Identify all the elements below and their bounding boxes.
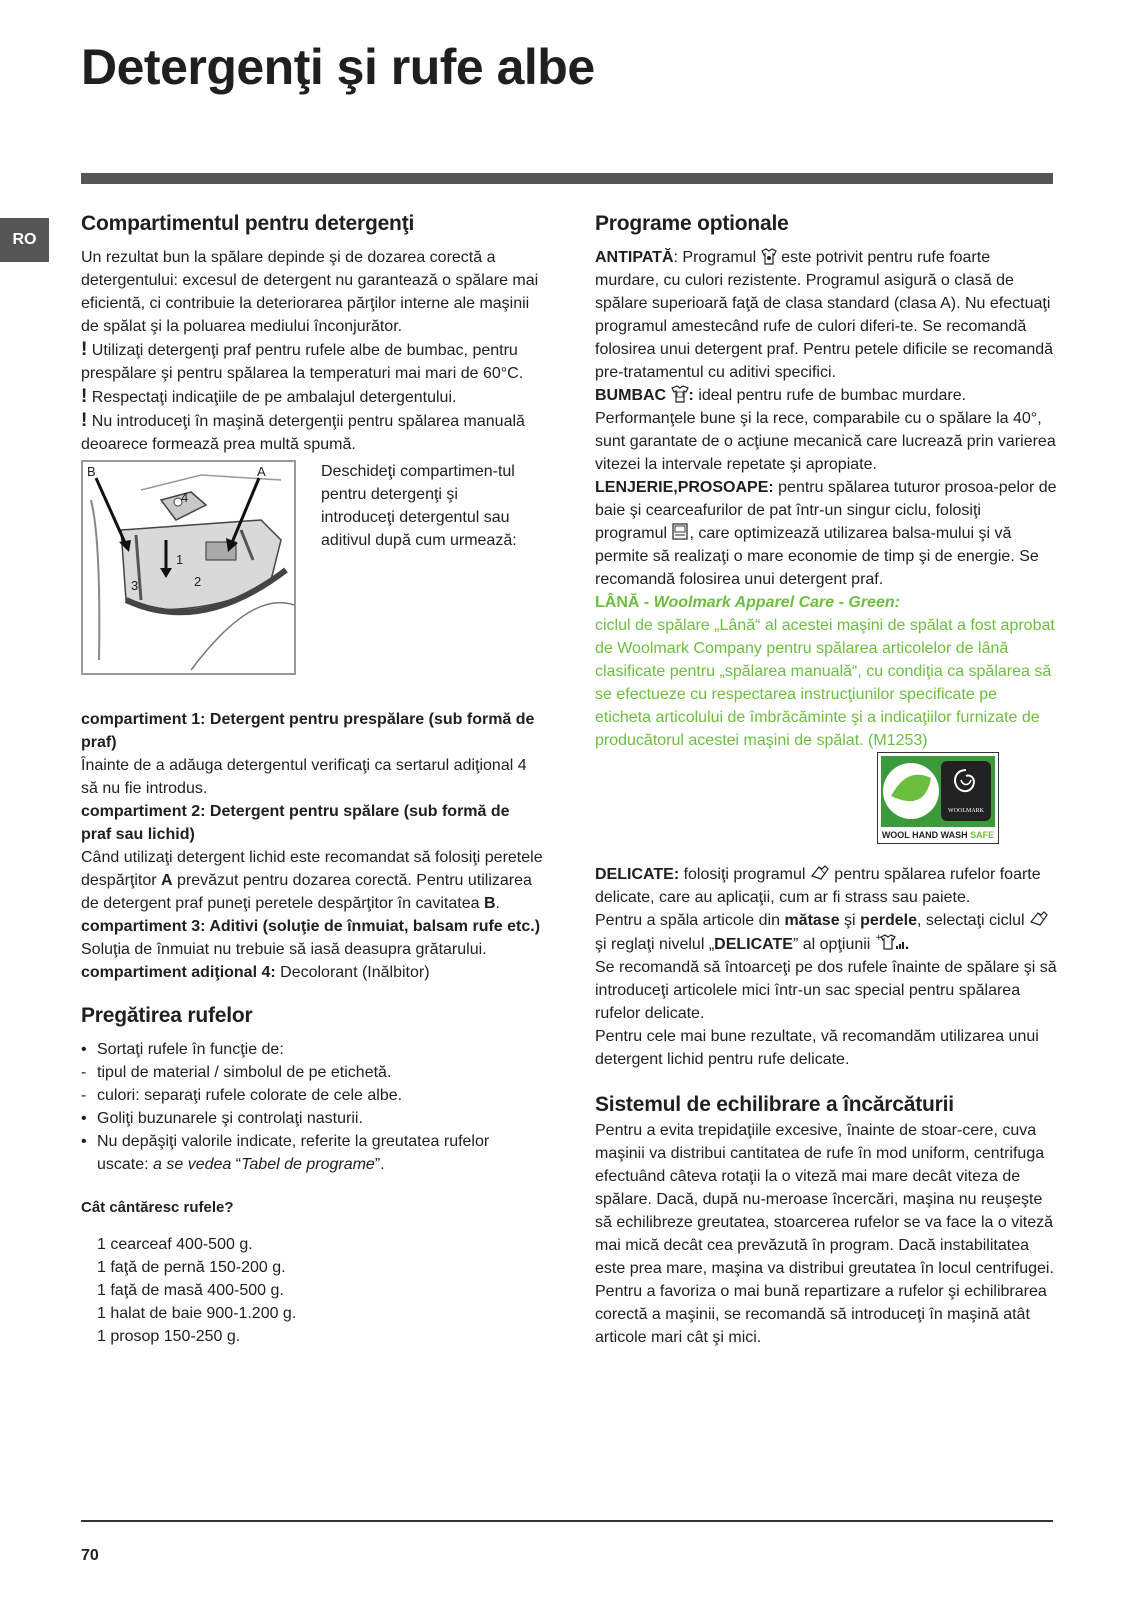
delicate-paragraph — [595, 863, 1057, 909]
curtains-word: perdele — [860, 912, 917, 929]
compartment-1-heading: compartiment 1: Detergent pentru prespălare (sub formă de praf) — [81, 711, 535, 751]
turn-inside-out-paragraph: Se recomandă să întoarceţi pe dos rufele înainte de spălare şi să introduceţi articolele mici într-un sac special pentru spălarea rufelor delicate. — [595, 959, 1057, 1022]
compartment-2-heading: compartiment 2: Detergent pentru spălare (sub formă de praf sau lichid) — [81, 803, 510, 843]
list-item-text: tipul de material / simbolul de pe etichetă. — [97, 1064, 392, 1081]
drawer-diagram-block — [81, 460, 543, 678]
woolmark-safe-text: SAFE — [970, 830, 995, 840]
list-item-text: Goliţi buzunarele şi controlaţi nasturii. — [97, 1110, 363, 1127]
lana-body: ciclul de spălare „Lână“ al acestei maşini de spălat a fost aprobat de Woolmark Company pentru spălarea articolelor de lână clasificate pentru „spălarea manuală“, cu condiţia ca spălarea să se efectueze cu respectarea instrucţiunilor specificate pe eticheta articolului de îmbrăcăminte şi a indicaţiilor furnizate de producătorul acestei maşini de spălat. (M1253) — [595, 617, 1055, 749]
compartment-3-heading: compartiment 3: Aditivi (soluţie de înmuiat, balsam rufe etc.) — [81, 918, 541, 935]
diagram-label-b: B — [87, 464, 96, 479]
lenjerie-paragraph — [595, 476, 1057, 591]
diagram-label-a: A — [257, 464, 266, 479]
woolmark-care-title: Woolmark Apparel Care - Green: — [653, 594, 900, 611]
list-item — [81, 1107, 543, 1130]
list-marker: • — [81, 1041, 87, 1058]
section-heading-load-balancing: Sistemul de echilibrare a încărcăturii — [595, 1093, 954, 1116]
diagram-instructions: Deschideţi compartimen-tul pentru detergenţi şi introduceţi detergentul sau aditivul după cum urmează: — [321, 463, 517, 549]
delicate-hand-icon — [810, 864, 830, 882]
delicate-hand-icon — [1029, 910, 1049, 928]
silk-text-5: ” al opţiunii — [792, 936, 875, 953]
warning-1-text: Utilizaţi detergenţi praf pentru rufele albe de bumbac, pentru prespălare şi pentru spălarea la temperaturi mai mari de 60°C. — [81, 342, 524, 382]
left-column — [81, 212, 543, 1348]
section-heading-laundry-prep: Pregătirea rufelor — [81, 1004, 253, 1027]
see-reference: a se vedea — [153, 1156, 232, 1173]
list-item — [81, 1038, 543, 1061]
prep-list — [81, 1038, 543, 1176]
antipata-text-1: : Programul — [673, 249, 761, 266]
warning-2-text: Respectaţi indicaţiile de pe ambalajul detergentului. — [91, 389, 457, 406]
warning-3 — [81, 409, 543, 456]
exclamation-icon: ! — [81, 339, 88, 360]
diagram-label-1: 1 — [176, 552, 184, 567]
diagram-label-3: 3 — [131, 578, 139, 593]
woolmark-label — [882, 830, 994, 840]
warning-3-text: Nu introduceţi în maşină detergenţii pentru spălarea manuală deoarece formează prea multă spumă. — [81, 413, 525, 453]
delicate-label: DELICATE: — [595, 866, 680, 883]
compartment-3-body: Soluţia de înmuiat nu trebuie să iasă deasupra grătarului. — [81, 941, 487, 958]
silk-word: mătase — [784, 912, 840, 929]
detergent-drawer-diagram — [81, 460, 296, 675]
silk-text-3: , selectaţi ciclul — [916, 912, 1030, 929]
compartment-1-body: Înainte de a adăuga detergentul verificaţi ca sertarul adiţional 4 să nu fie introdus. — [81, 757, 527, 797]
intro-paragraph: Un rezultat bun la spălare depinde şi de dozarea corectă a detergentului: excesul de detergent nu garantează o spălare mai eficientă, ci contribuie la deteriorarea părţilor interne ale maşinii de spălat şi la poluarea mediului înconjurător. — [81, 249, 539, 335]
list-marker: • — [81, 1110, 87, 1127]
page-title: Detergenţi şi rufe albe — [81, 39, 595, 95]
list-item — [81, 1130, 543, 1176]
compartment-4-body: Decolorant (Inălbitor) — [275, 964, 430, 981]
weight-item: 1 faţă de masă 400-500 g. — [97, 1282, 284, 1299]
antipata-label: ANTIPATĂ — [595, 249, 674, 266]
bumbac-colon: : — [688, 387, 694, 404]
load-balancing-body: Pentru a evita trepidaţiile excesive, înainte de stoar-cere, cuva maşinii va distribui cantitatea de rufe în mod uniform, centrifuga efectuând câteva rotaţii la o viteză mai mare decât viteza de spălare. Dacă, după nu-meroase încercări, maşina nu reuşeşte să echilibreze greutatea, stoarcerea rufelor se va face la o viteză mai mică decât cea prevăzută în program. Dacă instabilitatea este prea mare, maşina va distribui greutatea în locul centrifugei. Pentru a favoriza o mai bună repartizare a rufelor şi echilibrarea corectă a maşinii, se recomandă să introduceţi în maşină atât articole mari cât şi mici. — [595, 1122, 1054, 1346]
silk-text-6: . — [904, 936, 910, 953]
list-item — [81, 1084, 543, 1107]
silk-paragraph — [595, 909, 1057, 956]
diagram-label-4: 4 — [181, 490, 189, 505]
list-item-text: culori: separaţi rufele colorate de cele albe. — [97, 1087, 403, 1104]
weights-heading: Cât cântăresc rufele? — [81, 1199, 234, 1216]
svg-text:+: + — [874, 933, 883, 943]
header-divider-bar — [81, 173, 1053, 184]
program-table-reference: Tabel de programe — [241, 1156, 375, 1173]
list-item-text: Sortaţi rufele în funcţie de: — [97, 1041, 284, 1058]
warning-1 — [81, 338, 543, 385]
weight-item: 1 prosop 150-250 g. — [97, 1328, 241, 1345]
language-tab: RO — [0, 218, 49, 262]
woolmark-label-text: WOOL HAND WASH — [881, 830, 971, 840]
quote-close: ”. — [374, 1156, 385, 1173]
lana-label: LÂNĂ - — [595, 594, 654, 611]
lenjerie-label: LENJERIE,PROSOAPE: — [595, 479, 774, 496]
antipata-text-2: este potrivit pentru rufe foarte murdare, cu culori rezistente. Programul asigură o clasă de spălare superioară faţă de clasa standard (clasa A). Nu efectuaţi programul amestecând rufe de culori diferi-te. Se recomandă folosirea unui detergent praf. Pentru petele dificile se recomandă pre-tratamentul cu aditivi specifici. — [595, 249, 1054, 381]
compartment-4 — [81, 961, 543, 984]
compartment-2-text-3: . — [495, 895, 500, 912]
delicate-level: DELICATE — [714, 936, 793, 953]
delicate-text-1: folosiţi programul — [679, 866, 810, 883]
warning-2 — [81, 385, 543, 409]
lenjerie-text-2: , care optimizează utilizarea balsa-mului şi vă permite să realizaţi o mare economie de timp şi de energie. Se recomandă folosirea unui detergent praf. — [595, 525, 1039, 588]
bumbac-body: ideal pentru rufe de bumbac murdare. Performanţele bune şi la rece, comparabile cu o spălare la 40°, sunt garantate de o acţiune mecanică care lucrează prin varierea vitezei la intervale repetate şi apropiate. — [595, 387, 1056, 473]
bumbac-label: BUMBAC — [595, 387, 671, 404]
quote-open: “ — [231, 1156, 242, 1173]
silk-text-4: şi reglaţi nivelul „ — [595, 936, 715, 953]
weight-item: 1 cearceaf 400-500 g. — [97, 1236, 253, 1253]
woolmark-brand-text: WOOLMARK — [948, 808, 984, 814]
lana-heading — [595, 591, 1057, 614]
best-results-paragraph: Pentru cele mai bune rezultate, vă recomandăm utilizarea unui detergent lichid pentru rufe delicate. — [595, 1028, 1039, 1068]
section-heading-optional-programs: Programe optionale — [595, 212, 789, 235]
silk-text-2: şi — [839, 912, 861, 929]
section-heading-detergent-compartment: Compartimentul pentru detergenţi — [81, 212, 415, 235]
weight-item: 1 faţă de pernă 150-200 g. — [97, 1259, 286, 1276]
weight-item: 1 halat de baie 900-1.200 g. — [97, 1305, 297, 1322]
exclamation-icon: ! — [81, 410, 88, 431]
compartment-4-heading: compartiment adiţional 4: — [81, 964, 276, 981]
diagram-label-2: 2 — [194, 574, 202, 589]
bumbac-paragraph — [595, 384, 1057, 476]
weights-list — [81, 1233, 543, 1348]
label-a: A — [161, 872, 173, 889]
right-column — [595, 212, 1057, 1349]
list-marker: - — [81, 1087, 87, 1104]
cotton-40-icon — [671, 385, 689, 403]
compartment-2-text-2: prevăzut pentru dozarea corectă. Pentru utilizarea de detergent praf puneţi peretele despărţitor în cavitatea — [81, 872, 532, 912]
delicate-text-2: pentru spălarea rufelor foarte delicate, care au aplicaţii, cum ar fi strass sau paiete. — [595, 866, 1041, 906]
page-number: 70 — [81, 1547, 99, 1564]
lenjerie-text-1: pentru spălarea tuturor prosoa-pelor de baie şi cearceafurilor de pat într-un singur ciclu, folosiţi programul — [595, 479, 1057, 542]
list-item — [81, 1061, 543, 1084]
list-item-text: Nu depăşiţi valorile indicate, referite la greutatea rufelor uscate: — [97, 1133, 490, 1173]
woolmark-logo-icon — [877, 752, 999, 844]
shirt-stain-icon — [761, 248, 777, 265]
list-marker: - — [81, 1064, 87, 1081]
shirt-option-icon — [875, 932, 905, 952]
label-b: B — [483, 895, 496, 912]
compartment-2-body — [81, 846, 543, 915]
list-marker: • — [81, 1133, 87, 1150]
silk-text-1: Pentru a spăla articole din — [595, 912, 785, 929]
exclamation-icon: ! — [81, 386, 88, 407]
compartment-2-text-1: Când utilizaţi detergent lichid este recomandat să folosiţi peretele despărţitor — [81, 849, 543, 889]
footer-divider — [81, 1520, 1053, 1522]
antipata-paragraph — [595, 246, 1057, 384]
towel-icon — [671, 522, 689, 541]
compartment-descriptions — [81, 708, 543, 984]
